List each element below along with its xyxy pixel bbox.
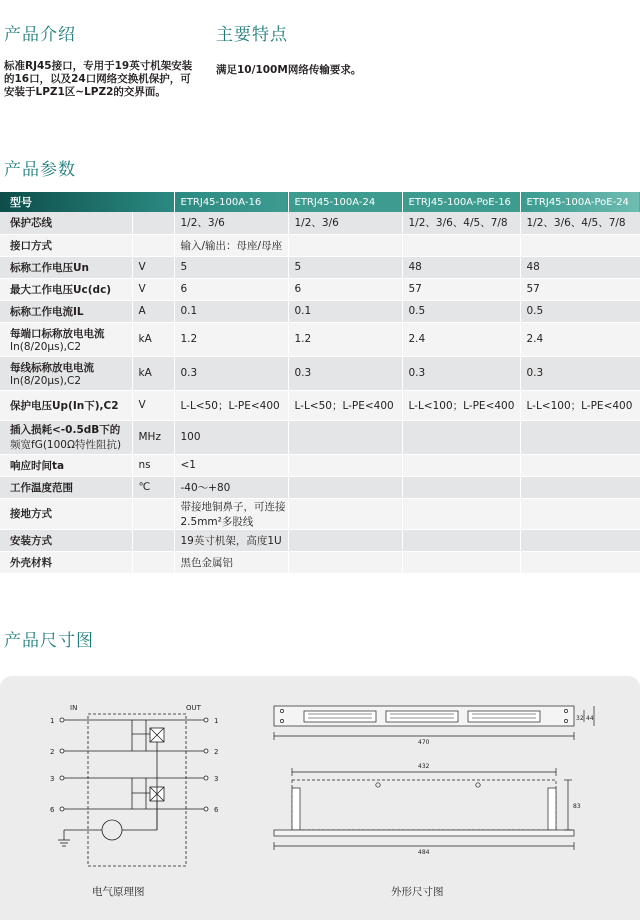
param-value-4 [520, 529, 640, 551]
dim-432: 432 [418, 763, 430, 770]
header-model-4: ETRJ45-100A-PoE-24 [520, 192, 640, 212]
intro-title: 产品介绍 [4, 25, 76, 45]
param-value-4: 1/2、3/6、4/5、7/8 [520, 212, 640, 234]
param-value-2 [288, 551, 402, 573]
param-value-3: 0.5 [402, 300, 520, 322]
param-row [0, 420, 640, 454]
param-row [0, 390, 640, 420]
schematic-dashed-box [88, 714, 186, 866]
param-value-1: 5 [174, 256, 288, 278]
param-name-line: 接地方式 [10, 508, 52, 520]
params-table [0, 192, 640, 574]
param-value-3: 57 [402, 278, 520, 300]
param-name [0, 322, 132, 356]
param-name-line: 保护芯线 [10, 217, 52, 230]
param-unit [132, 551, 174, 573]
param-row [0, 300, 640, 322]
param-name [0, 234, 132, 256]
param-name [0, 212, 132, 234]
dimensions-title: 产品尺寸图 [4, 631, 94, 651]
param-name-line: 每端口标称放电电流 [10, 327, 105, 340]
param-name-line: 外壳材料 [10, 556, 52, 569]
param-value-1: 19英寸机架，高度1U [174, 529, 288, 551]
param-value-3 [402, 498, 520, 529]
param-value-3 [402, 234, 520, 256]
param-value-3 [402, 529, 520, 551]
param-value-2 [288, 454, 402, 476]
param-unit: kA [132, 356, 174, 390]
param-value-4: 48 [520, 256, 640, 278]
param-value-2: 0.1 [288, 300, 402, 322]
param-value-2 [288, 529, 402, 551]
param-value-4 [520, 476, 640, 498]
outline-drawing [268, 696, 618, 886]
param-value-3 [402, 454, 520, 476]
schematic-pin-out-2: 2 [214, 748, 219, 756]
param-row [0, 356, 640, 390]
param-unit: kA [132, 322, 174, 356]
schematic-out-label: OUT [186, 704, 201, 712]
param-value-1: 黑色金属铝 [174, 551, 288, 573]
schematic-pin-out-3: 3 [214, 775, 219, 783]
param-value-3: 2.4 [402, 322, 520, 356]
intro-text: 标准RJ45接口，专用于19英寸机架安装的16口，以及24口网络交换机保护，可安装于LPZ1区~LPZ2的交界面。 [4, 60, 193, 98]
param-name [0, 300, 132, 322]
features-title: 主要特点 [216, 25, 288, 45]
param-value-1: 6 [174, 278, 288, 300]
param-name [0, 356, 132, 390]
param-value-3 [402, 420, 520, 454]
param-value-4: 2.4 [520, 322, 640, 356]
param-name-line: 每线标称放电电流 [10, 361, 94, 374]
param-value-1: <1 [174, 454, 288, 476]
param-name [0, 529, 132, 551]
param-name-line-2: 频宽fG(100Ω特性阻抗) [10, 439, 122, 451]
schematic-caption: 电气原理图 [92, 886, 145, 898]
param-name [0, 551, 132, 573]
param-value-2 [288, 498, 402, 529]
param-row [0, 234, 640, 256]
param-row [0, 256, 640, 278]
schematic-diagram [40, 696, 270, 886]
param-value-2: 1/2、3/6 [288, 212, 402, 234]
param-value-3: L-L<100；L-PE<400 [402, 390, 520, 420]
param-unit [132, 498, 174, 529]
param-value-1: -40～+80 [174, 476, 288, 498]
param-value-4: 57 [520, 278, 640, 300]
dim-484: 484 [418, 849, 430, 856]
param-value-4 [520, 454, 640, 476]
param-unit [132, 529, 174, 551]
param-unit [132, 212, 174, 234]
param-row [0, 551, 640, 573]
header-model: 型号 [0, 192, 174, 212]
param-value-3 [402, 476, 520, 498]
param-unit: MHz [132, 420, 174, 454]
schematic-pin-in-3: 3 [50, 775, 55, 783]
param-name [0, 498, 132, 529]
param-name-line-2: In(8/20μs),C2 [10, 374, 82, 387]
param-value-1: 带接地铜鼻子，可连接2.5mm²多股线 [174, 498, 288, 529]
schematic-pin-in-2: 2 [50, 748, 55, 756]
param-name-line: 标称工作电压Un [10, 261, 90, 274]
param-value-2 [288, 420, 402, 454]
param-value-3 [402, 551, 520, 573]
header-model-3: ETRJ45-100A-PoE-16 [402, 192, 520, 212]
param-name-line: 保护电压Up(In下),C2 [10, 399, 119, 412]
dim-83: 83 [573, 803, 581, 810]
param-value-4 [520, 551, 640, 573]
param-name [0, 476, 132, 498]
param-value-1: L-L<50；L-PE<400 [174, 390, 288, 420]
param-value-2 [288, 476, 402, 498]
param-unit: V [132, 256, 174, 278]
param-name-line: 接口方式 [10, 239, 52, 252]
param-value-3: 1/2、3/6、4/5、7/8 [402, 212, 520, 234]
param-unit: ns [132, 454, 174, 476]
params-body [0, 212, 640, 573]
param-value-1: 0.1 [174, 300, 288, 322]
param-value-2 [288, 234, 402, 256]
param-name-line: 响应时间ta [10, 459, 65, 472]
schematic-pin-in-6: 6 [50, 806, 55, 814]
param-row [0, 476, 640, 498]
param-row [0, 322, 640, 356]
param-value-2: 1.2 [288, 322, 402, 356]
param-value-1: 1/2、3/6 [174, 212, 288, 234]
param-name [0, 278, 132, 300]
dim-32: 32 [576, 715, 584, 722]
param-unit: V [132, 390, 174, 420]
features-text: 满足10/100M网络传输要求。 [216, 64, 362, 76]
param-value-2: L-L<50；L-PE<400 [288, 390, 402, 420]
param-name [0, 390, 132, 420]
dimensions-panel [0, 676, 640, 920]
param-value-1: 1.2 [174, 322, 288, 356]
param-unit: A [132, 300, 174, 322]
param-name-line: 工作温度范围 [10, 481, 73, 494]
param-value-2: 0.3 [288, 356, 402, 390]
param-value-3: 0.3 [402, 356, 520, 390]
param-value-2: 6 [288, 278, 402, 300]
param-value-3: 48 [402, 256, 520, 278]
param-row [0, 498, 640, 529]
param-row [0, 212, 640, 234]
outline-caption: 外形尺寸图 [391, 886, 444, 898]
param-value-4 [520, 420, 640, 454]
param-name-line: 插入损耗<-0.5dB下的 [10, 424, 121, 436]
schematic-pin-in-1: 1 [50, 717, 55, 725]
param-value-1: 0.3 [174, 356, 288, 390]
param-value-4 [520, 498, 640, 529]
param-name [0, 256, 132, 278]
header-model-2: ETRJ45-100A-24 [288, 192, 402, 212]
param-name-line: 最大工作电压Uc(dc) [10, 283, 112, 296]
param-row [0, 278, 640, 300]
param-value-4: 0.3 [520, 356, 640, 390]
dim-44: 44 [586, 715, 594, 722]
param-value-1: 100 [174, 420, 288, 454]
param-row [0, 454, 640, 476]
param-name-line: 安装方式 [10, 534, 52, 547]
param-value-4: L-L<100；L-PE<400 [520, 390, 640, 420]
header-model-1: ETRJ45-100A-16 [174, 192, 288, 212]
schematic-pin-out-1: 1 [214, 717, 219, 725]
param-value-1: 输入/输出：母座/母座 [174, 234, 288, 256]
param-name-line-2: In(8/20μs),C2 [10, 340, 82, 353]
param-name [0, 454, 132, 476]
dim-470: 470 [418, 739, 430, 746]
param-unit [132, 234, 174, 256]
params-title: 产品参数 [4, 160, 76, 180]
param-row [0, 529, 640, 551]
param-unit: V [132, 278, 174, 300]
param-value-4 [520, 234, 640, 256]
schematic-in-label: IN [70, 704, 78, 712]
param-value-4: 0.5 [520, 300, 640, 322]
param-unit: ℃ [132, 476, 174, 498]
schematic-pin-out-6: 6 [214, 806, 219, 814]
param-value-2: 5 [288, 256, 402, 278]
params-header-row [0, 192, 640, 212]
param-name [0, 420, 132, 454]
param-name-line: 标称工作电流IL [10, 305, 84, 318]
